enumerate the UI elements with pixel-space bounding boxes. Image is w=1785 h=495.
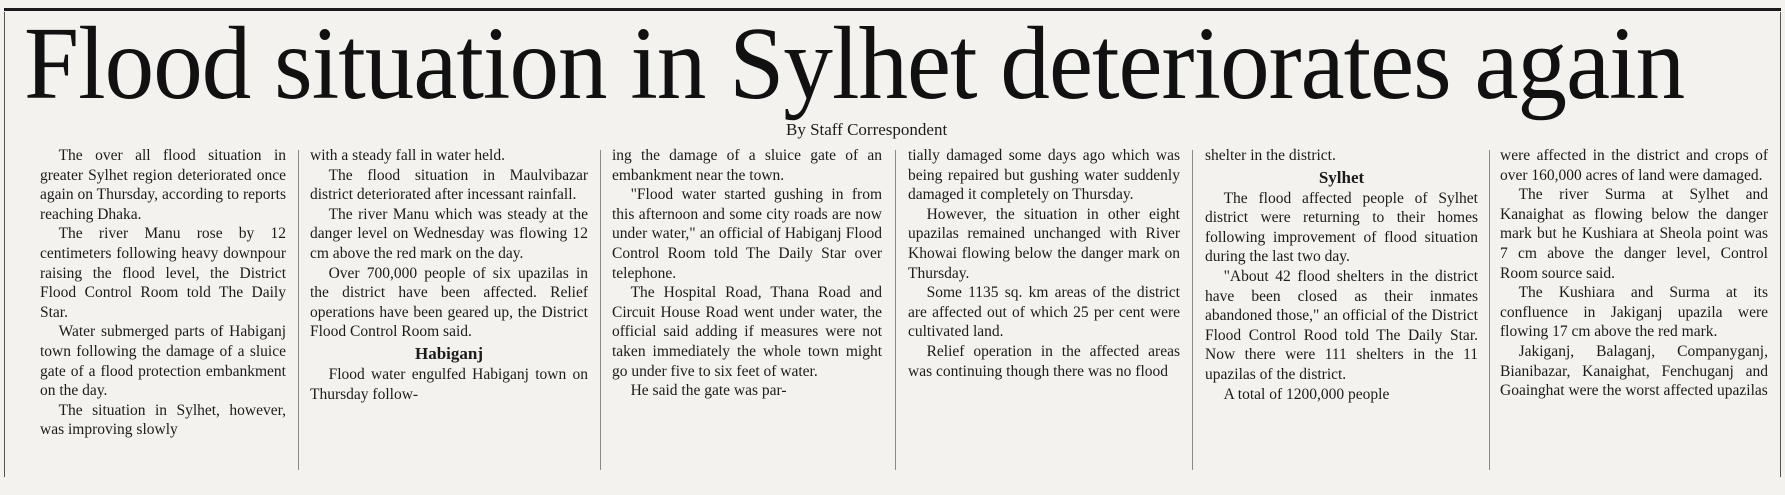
paragraph: The river Surma at Sylhet and Kanaighat as flowing below the danger mark but he Kushiara at Sheola point was 7 cm above the danger level, Control Room source said. [1500,186,1768,282]
column-divider [895,150,896,470]
article-column-2 [310,146,588,476]
paragraph: He said the gate was par- [630,382,787,400]
article-column-3 [612,146,882,476]
byline: By Staff Correspondent [786,120,948,139]
paragraph: The river Manu which was steady at the danger level on Wednesday was flowing 12 cm above the red mark on the day. [310,205,588,262]
paragraph: The Kushiara and Surma at its confluence in Jakiganj upazila were flowing 17 cm above the red mark. [1500,284,1768,341]
article-column-6 [1500,146,1768,476]
paragraph: "About 42 flood shelters in the district have been closed as their inmates abandoned those," an official of the District Flood Control Rood told The Daily Star. Now there were 111 shelters in the 11 upazilas of the district. [1205,267,1478,383]
column-divider [1489,150,1490,470]
paragraph: A total of 1200,000 people [1223,385,1390,403]
paragraph: The river Manu rose by 12 centimeters following heavy downpour raising the flood level, the District Flood Control Room told The Daily Star. [40,225,286,321]
paragraph: The flood affected people of Sylhet district were returning to their homes following improvement of flood situation during the last two day. [1205,189,1478,266]
column-divider [298,150,299,470]
article-column-5 [1205,146,1478,476]
left-border [4,12,5,477]
paragraph: Some 1135 sq. km areas of the district are affected out of which 25 per cent were cultivated land. [908,284,1180,341]
paragraph: The situation in Sylhet, however, was improving slowly [40,401,286,439]
right-border [1780,12,1781,477]
paragraph: Water submerged parts of Habiganj town following the damage of a sluice gate of a flood protection embankment on the day. [40,323,286,400]
column-divider [1192,150,1193,470]
paragraph: Over 700,000 people of six upazilas in the district have been affected. Relief operations have been geared up, the District Flood Control Room said. [310,264,588,341]
article-column-1 [40,146,286,476]
paragraph: shelter in the district. [1205,147,1336,164]
paragraph: Flood water engulfed Habiganj town on Thursday follow- [310,365,588,403]
paragraph: The over all flood situation in greater Sylhet region deteriorated once again on Thursday, according to reports reaching Dhaka. [40,147,286,223]
headline: Flood situation in Sylhet deteriorates again [24,6,1685,121]
paragraph: "Flood water started gushing in from this afternoon and some city roads are now under water," an official of Habiganj Flood Control Room told The Daily Star over telephone. [612,186,882,282]
paragraph: The flood situation in Maulvibazar district deteriorated after incessant rainfall. [310,166,588,204]
section-heading: Habiganj [414,343,484,363]
paragraph: tially damaged some days ago which was being repaired but gushing water suddenly damaged it completely on Thursday. [908,147,1180,204]
paragraph: with a steady fall in water held. [310,147,505,164]
paragraph: The Hospital Road, Thana Road and Circuit House Road went under water, the official said adding if measures were not taken immediately the whole town might go under five to six feet of water. [612,284,882,380]
column-divider [600,150,601,470]
paragraph: Relief operation in the affected areas was continuing though there was no flood [908,342,1180,380]
paragraph: ing the damage of a sluice gate of an embankment near the town. [612,147,882,184]
paragraph: Jakiganj, Balaganj, Companyganj, Bianibazar, Kanaighat, Fenchuganj and Goainghat were the worst affected upazilas [1500,342,1768,400]
section-heading: Sylhet [1318,167,1365,187]
article-column-4 [908,146,1180,476]
paragraph: However, the situation in other eight upazilas remained unchanged with River Khowai flowing below the danger mark on Thursday. [908,205,1180,282]
paragraph: were affected in the district and crops of over 160,000 acres of land were damaged. [1500,147,1768,184]
